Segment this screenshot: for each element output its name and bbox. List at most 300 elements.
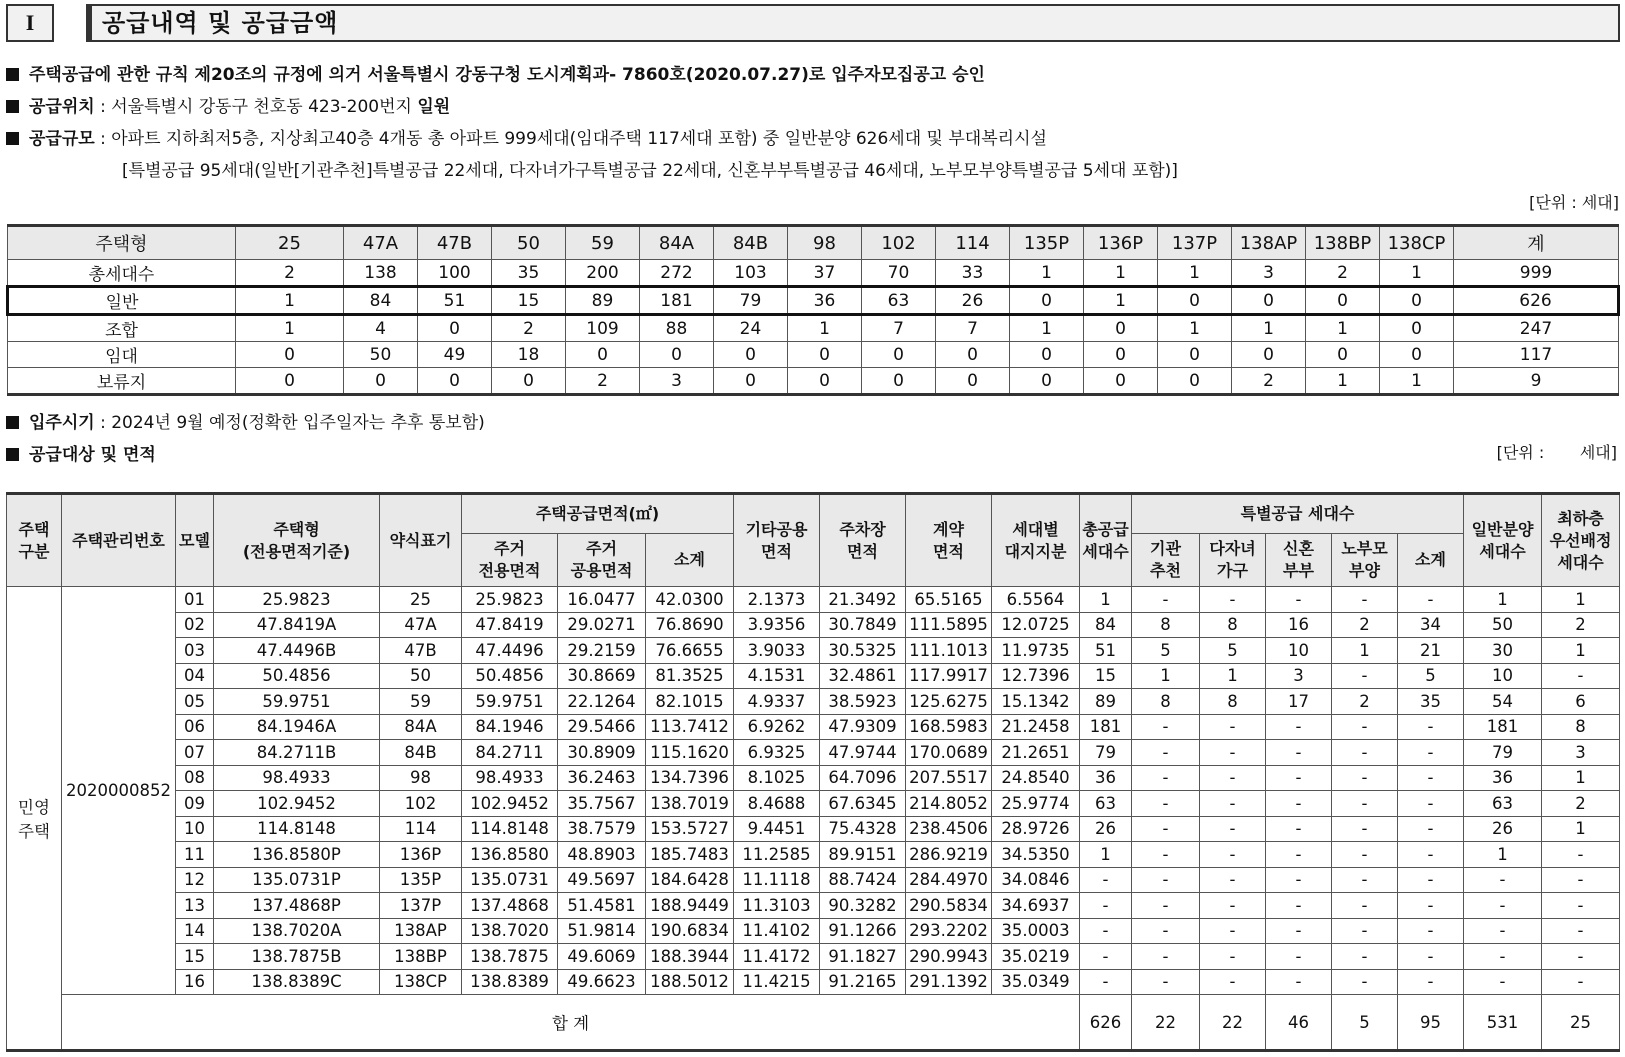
bullet-square-icon — [6, 448, 19, 461]
table-cell: - — [1542, 663, 1620, 689]
table-cell: 1 — [236, 315, 344, 342]
table-cell: - — [1200, 944, 1266, 970]
bullet-square-icon — [6, 132, 19, 145]
table-cell: 2 — [1542, 612, 1620, 638]
table-cell: 35 — [1398, 689, 1464, 715]
table-cell: 138BP — [380, 944, 462, 970]
table-cell: 35.0003 — [992, 918, 1080, 944]
table-cell: 88.7424 — [820, 867, 906, 893]
table-cell: 6 — [1542, 689, 1620, 715]
table-cell: 36 — [1464, 765, 1542, 791]
table-cell: - — [1542, 969, 1620, 995]
table-cell: - — [1542, 944, 1620, 970]
table-cell: 0 — [714, 342, 788, 368]
row-label: 일반 — [8, 287, 236, 315]
total-row — [7, 995, 1620, 1051]
table-cell: 84.2711 — [462, 740, 558, 766]
table-cell: 2 — [566, 368, 640, 395]
table-cell: 138CP — [380, 969, 462, 995]
table-cell: 50.4856 — [214, 663, 380, 689]
table-cell: 1 — [1542, 816, 1620, 842]
table-cell: - — [1464, 969, 1542, 995]
table-cell: - — [1332, 663, 1398, 689]
table-cell: 1 — [236, 287, 344, 315]
bullet-square-icon — [6, 100, 19, 113]
table-cell: 181 — [1464, 714, 1542, 740]
table-cell: - — [1332, 944, 1398, 970]
table-cell: - — [1080, 969, 1132, 995]
table-cell: - — [1132, 893, 1200, 919]
table-cell: 8 — [1542, 714, 1620, 740]
table-cell: - — [1132, 969, 1200, 995]
table-cell: - — [1266, 918, 1332, 944]
table-cell: 111.5895 — [906, 612, 992, 638]
table-cell: 34 — [1398, 612, 1464, 638]
table-cell: 29.5466 — [558, 714, 646, 740]
table-cell: 25.9823 — [462, 587, 558, 613]
table-cell: 21.2651 — [992, 740, 1080, 766]
table-cell: 63 — [1080, 791, 1132, 817]
supply-area-table — [6, 492, 1620, 1052]
table-cell: - — [1132, 587, 1200, 613]
table-cell: 0 — [640, 342, 714, 368]
total-cell: 626 — [1080, 995, 1132, 1051]
table-row — [7, 587, 1620, 613]
col-newly: 신혼 부부 — [1266, 534, 1332, 587]
table-row — [7, 765, 1620, 791]
table-cell: 6.5564 — [992, 587, 1080, 613]
table-cell: - — [1132, 714, 1200, 740]
table-cell: 89 — [1080, 689, 1132, 715]
approval-line — [6, 60, 985, 85]
table-cell: 16.0477 — [558, 587, 646, 613]
table-cell: - — [1200, 791, 1266, 817]
table-cell: 11.2585 — [734, 842, 820, 868]
table-cell: 0 — [1232, 287, 1306, 315]
table-cell: 51.4581 — [558, 893, 646, 919]
table-cell: 0 — [492, 368, 566, 395]
table-cell: 47.4496B — [214, 638, 380, 664]
table-cell: 135P — [380, 867, 462, 893]
table-cell: 81.3525 — [646, 663, 734, 689]
table-cell: 0 — [1380, 342, 1454, 368]
table-cell: 25 — [380, 587, 462, 613]
section-title: 공급내역 및 공급금액 — [86, 4, 1620, 42]
table-cell: 98.4933 — [462, 765, 558, 791]
table-cell: - — [1080, 893, 1132, 919]
table-cell: 113.7412 — [646, 714, 734, 740]
table-cell: - — [1398, 791, 1464, 817]
table-cell: 2.1373 — [734, 587, 820, 613]
table-cell: 2 — [492, 315, 566, 342]
target-label: 공급대상 및 면적 — [29, 445, 156, 465]
table-cell: - — [1266, 944, 1332, 970]
table-cell: - — [1266, 791, 1332, 817]
table-cell: 26 — [1464, 816, 1542, 842]
table-cell: 98.4933 — [214, 765, 380, 791]
unit-label-2: [단위 : 세대] — [1496, 443, 1617, 462]
table-cell: 114.8148 — [462, 816, 558, 842]
table-cell: - — [1132, 791, 1200, 817]
table-row — [7, 638, 1620, 664]
table-cell: - — [1398, 893, 1464, 919]
table-header-cell: 59 — [566, 226, 640, 260]
table-cell: 35.7567 — [558, 791, 646, 817]
table-row — [7, 663, 1620, 689]
table-cell: 2 — [1332, 612, 1398, 638]
table-cell: 3 — [1542, 740, 1620, 766]
table-cell: 90.3282 — [820, 893, 906, 919]
table-header-cell: 138AP — [1232, 226, 1306, 260]
scale-label: 공급규모 — [29, 129, 95, 149]
table-cell: - — [1266, 765, 1332, 791]
table-row — [8, 287, 1619, 315]
table-cell: 12 — [176, 867, 214, 893]
bullet-square-icon — [6, 416, 19, 429]
section-number: I — [6, 4, 54, 42]
scale-value: : 아파트 지하최저5층, 지상최고40층 4개동 총 아파트 999세대(임대주택 117세대 포함) 중 일반분양 626세대 및 부대복리시설 — [94, 129, 1047, 149]
col-land: 세대별 대지지분 — [992, 494, 1080, 587]
table-cell: 135.0731 — [462, 867, 558, 893]
table-cell: 1 — [1010, 315, 1084, 342]
table-cell: 38.5923 — [820, 689, 906, 715]
table-cell: 0 — [1306, 287, 1380, 315]
movein-label: 입주시기 — [29, 413, 95, 433]
table-cell: 138.8389C — [214, 969, 380, 995]
table-cell: - — [1542, 867, 1620, 893]
table-cell: - — [1398, 587, 1464, 613]
table-cell: 168.5983 — [906, 714, 992, 740]
row-label: 보류지 — [8, 368, 236, 395]
table-cell: 290.5834 — [906, 893, 992, 919]
table-row — [7, 612, 1620, 638]
table-cell: 1 — [1380, 368, 1454, 395]
table-cell: 5 — [1200, 638, 1266, 664]
table-cell: 1 — [788, 315, 862, 342]
col-excl: 주거 전용면적 — [462, 534, 558, 587]
table-cell: 11 — [176, 842, 214, 868]
table-header-cell: 114 — [936, 226, 1010, 260]
table-cell: - — [1332, 816, 1398, 842]
table-header-cell: 계 — [1454, 226, 1619, 260]
table-cell: 0 — [1084, 368, 1158, 395]
table-cell: 84 — [1080, 612, 1132, 638]
table-cell: 51.9814 — [558, 918, 646, 944]
table-cell: 138 — [344, 260, 418, 287]
table-cell: - — [1332, 765, 1398, 791]
table-cell: 63 — [1464, 791, 1542, 817]
table-cell: 138.7875B — [214, 944, 380, 970]
table-cell: 36.2463 — [558, 765, 646, 791]
table-cell: 170.0689 — [906, 740, 992, 766]
table-header-cell: 98 — [788, 226, 862, 260]
table-cell: - — [1398, 842, 1464, 868]
table-cell: 89 — [566, 287, 640, 315]
table-cell: 47.9744 — [820, 740, 906, 766]
table-cell: 1 — [1080, 842, 1132, 868]
col-parent: 노부모 부양 — [1332, 534, 1398, 587]
table-cell: 91.1266 — [820, 918, 906, 944]
table-cell: 47.9309 — [820, 714, 906, 740]
table-cell: 1 — [1306, 315, 1380, 342]
table-cell: - — [1266, 714, 1332, 740]
table-cell: 11.4215 — [734, 969, 820, 995]
row-label: 임대 — [8, 342, 236, 368]
table-cell: 111.1013 — [906, 638, 992, 664]
table-cell: 03 — [176, 638, 214, 664]
table-cell: - — [1398, 714, 1464, 740]
table-cell: 114.8148 — [214, 816, 380, 842]
table-cell: 0 — [566, 342, 640, 368]
table-cell: 50 — [380, 663, 462, 689]
table-cell: 181 — [640, 287, 714, 315]
table-cell: - — [1132, 816, 1200, 842]
table-cell: 0 — [418, 368, 492, 395]
table-cell: 18 — [492, 342, 566, 368]
table-cell: 153.5727 — [646, 816, 734, 842]
table-cell: - — [1464, 918, 1542, 944]
table-cell: 3.9356 — [734, 612, 820, 638]
location-label: 공급위치 — [29, 97, 95, 117]
table-cell: - — [1464, 893, 1542, 919]
table-cell: - — [1200, 816, 1266, 842]
table-cell: 89.9151 — [820, 842, 906, 868]
table-cell: 138AP — [380, 918, 462, 944]
table-cell: 114 — [380, 816, 462, 842]
table-cell: 1 — [1084, 287, 1158, 315]
table-cell: - — [1200, 740, 1266, 766]
table-cell: - — [1266, 867, 1332, 893]
total-cell: 22 — [1200, 995, 1266, 1051]
table-cell: 1 — [1080, 587, 1132, 613]
table-cell: 109 — [566, 315, 640, 342]
table-cell: 8 — [1132, 689, 1200, 715]
table-cell: - — [1080, 867, 1132, 893]
table-cell: 01 — [176, 587, 214, 613]
table-cell: - — [1398, 918, 1464, 944]
table-cell: 1 — [1200, 663, 1266, 689]
table-header-cell: 136P — [1084, 226, 1158, 260]
table-cell: 91.1827 — [820, 944, 906, 970]
table-header-cell: 25 — [236, 226, 344, 260]
table-cell: - — [1464, 867, 1542, 893]
table-cell: 1 — [1542, 638, 1620, 664]
table-cell: 10 — [1266, 638, 1332, 664]
table-cell: 13 — [176, 893, 214, 919]
table-header-cell: 84A — [640, 226, 714, 260]
table-cell: 138.7019 — [646, 791, 734, 817]
table-cell: 06 — [176, 714, 214, 740]
table-cell: 1 — [1332, 638, 1398, 664]
table-cell: 04 — [176, 663, 214, 689]
table-header-cell: 50 — [492, 226, 566, 260]
table-cell: 134.7396 — [646, 765, 734, 791]
table-header-cell: 137P — [1158, 226, 1232, 260]
table-header-cell: 138BP — [1306, 226, 1380, 260]
table-cell: 11.1118 — [734, 867, 820, 893]
table-cell: 3 — [1266, 663, 1332, 689]
table-cell: 5 — [1398, 663, 1464, 689]
col-park: 주차장 면적 — [820, 494, 906, 587]
table-cell: 84B — [380, 740, 462, 766]
table-cell: 30.8669 — [558, 663, 646, 689]
table-cell: 84 — [344, 287, 418, 315]
table-cell: 1 — [1380, 260, 1454, 287]
table-cell: - — [1200, 867, 1266, 893]
table-header-row — [8, 226, 1619, 260]
table-cell: - — [1132, 944, 1200, 970]
table-cell: 135.0731P — [214, 867, 380, 893]
table-cell: 50 — [344, 342, 418, 368]
col-type: 주택형 (전용면적기준) — [214, 494, 380, 587]
table-cell: 36 — [1080, 765, 1132, 791]
table-cell: 47.8419A — [214, 612, 380, 638]
table-cell: - — [1200, 969, 1266, 995]
table-cell: 8.4688 — [734, 791, 820, 817]
table-cell: 15.1342 — [992, 689, 1080, 715]
table-cell: - — [1464, 944, 1542, 970]
table-cell: 1 — [1158, 315, 1232, 342]
table-cell: 272 — [640, 260, 714, 287]
table-cell: 102.9452 — [214, 791, 380, 817]
table-row — [8, 368, 1619, 395]
table-cell: 30.8909 — [558, 740, 646, 766]
table-cell: 9 — [1454, 368, 1619, 395]
table-row — [7, 842, 1620, 868]
table-cell: 0 — [788, 368, 862, 395]
table-row — [8, 342, 1619, 368]
col-inst: 기관 추천 — [1132, 534, 1200, 587]
table-cell: - — [1542, 918, 1620, 944]
table-cell: 238.4506 — [906, 816, 992, 842]
table-cell: 8.1025 — [734, 765, 820, 791]
table-row — [7, 791, 1620, 817]
table-cell: 34.6937 — [992, 893, 1080, 919]
table-cell: 08 — [176, 765, 214, 791]
target-line — [6, 440, 156, 465]
total-cell: 531 — [1464, 995, 1542, 1051]
table-cell: - — [1132, 765, 1200, 791]
table-row — [8, 315, 1619, 342]
table-cell: 64.7096 — [820, 765, 906, 791]
table-cell: 65.5165 — [906, 587, 992, 613]
table-cell: 138.7875 — [462, 944, 558, 970]
table-cell: 63 — [862, 287, 936, 315]
table-cell: 102 — [380, 791, 462, 817]
table-cell: 21 — [1398, 638, 1464, 664]
col-model: 모델 — [176, 494, 214, 587]
table-cell: 02 — [176, 612, 214, 638]
table-cell: - — [1132, 867, 1200, 893]
table-cell: 117 — [1454, 342, 1619, 368]
table-cell: 50 — [1464, 612, 1542, 638]
table-cell: 0 — [1158, 368, 1232, 395]
table-cell: 29.0271 — [558, 612, 646, 638]
table-cell: 50.4856 — [462, 663, 558, 689]
table-cell: 3 — [640, 368, 714, 395]
table-cell: 137.4868P — [214, 893, 380, 919]
table-cell: 2 — [1332, 689, 1398, 715]
table-cell: 3.9033 — [734, 638, 820, 664]
table-cell: 35.0349 — [992, 969, 1080, 995]
table-cell: 115.1620 — [646, 740, 734, 766]
table-cell: 12.7396 — [992, 663, 1080, 689]
table-cell: 76.6655 — [646, 638, 734, 664]
table-cell: 1 — [1084, 260, 1158, 287]
col-abbr: 약식표기 — [380, 494, 462, 587]
table-cell: 4.1531 — [734, 663, 820, 689]
table-cell: 1 — [1306, 368, 1380, 395]
table-cell: - — [1398, 944, 1464, 970]
table-cell: 247 — [1454, 315, 1619, 342]
table-cell: 10 — [176, 816, 214, 842]
table-cell: 67.6345 — [820, 791, 906, 817]
table-cell: 138.8389 — [462, 969, 558, 995]
table-cell: 38.7579 — [558, 816, 646, 842]
table-cell: 29.2159 — [558, 638, 646, 664]
table-cell: - — [1200, 893, 1266, 919]
table-cell: 25.9823 — [214, 587, 380, 613]
table-cell: 82.1015 — [646, 689, 734, 715]
col-etc: 기타공용 면적 — [734, 494, 820, 587]
table-cell: 188.5012 — [646, 969, 734, 995]
table-cell: 137P — [380, 893, 462, 919]
table-cell: 88 — [640, 315, 714, 342]
table-cell: 284.4970 — [906, 867, 992, 893]
table-cell: 103 — [714, 260, 788, 287]
table-cell: 30.5325 — [820, 638, 906, 664]
table-cell: 84A — [380, 714, 462, 740]
table-cell: 35 — [492, 260, 566, 287]
table-cell: - — [1266, 816, 1332, 842]
table-cell: - — [1132, 842, 1200, 868]
table-cell: 33 — [936, 260, 1010, 287]
bullet-square-icon — [6, 68, 19, 81]
table-cell: 28.9726 — [992, 816, 1080, 842]
table-cell: 05 — [176, 689, 214, 715]
table-cell: 49 — [418, 342, 492, 368]
col-multi: 다자녀 가구 — [1200, 534, 1266, 587]
table-cell: 36 — [788, 287, 862, 315]
table-cell: - — [1080, 944, 1132, 970]
table-cell: 0 — [236, 342, 344, 368]
col-kind: 주택 구분 — [7, 494, 62, 587]
table-cell: 47.4496 — [462, 638, 558, 664]
total-cell: 25 — [1542, 995, 1620, 1051]
table-cell: 42.0300 — [646, 587, 734, 613]
table-cell: - — [1398, 816, 1464, 842]
table-cell: 84.1946A — [214, 714, 380, 740]
housing-mgmt-number-cell: 2020000852 — [62, 587, 176, 995]
table-cell: - — [1542, 893, 1620, 919]
table-cell: 188.3944 — [646, 944, 734, 970]
col-comm: 주거 공용면적 — [558, 534, 646, 587]
unit-label-1: [단위 : 세대] — [1529, 193, 1619, 212]
table-cell: - — [1398, 765, 1464, 791]
table-cell: - — [1332, 740, 1398, 766]
table-cell: 47B — [380, 638, 462, 664]
table-cell: 51 — [1080, 638, 1132, 664]
table-cell: 117.9917 — [906, 663, 992, 689]
table-cell: 34.0846 — [992, 867, 1080, 893]
table-cell: 54 — [1464, 689, 1542, 715]
table-cell: 49.5697 — [558, 867, 646, 893]
table-cell: 293.2202 — [906, 918, 992, 944]
table-cell: 32.4861 — [820, 663, 906, 689]
col-special-group: 특별공급 세대수 — [1132, 494, 1464, 534]
table-cell: 30 — [1464, 638, 1542, 664]
supply-summary-table — [6, 224, 1620, 396]
